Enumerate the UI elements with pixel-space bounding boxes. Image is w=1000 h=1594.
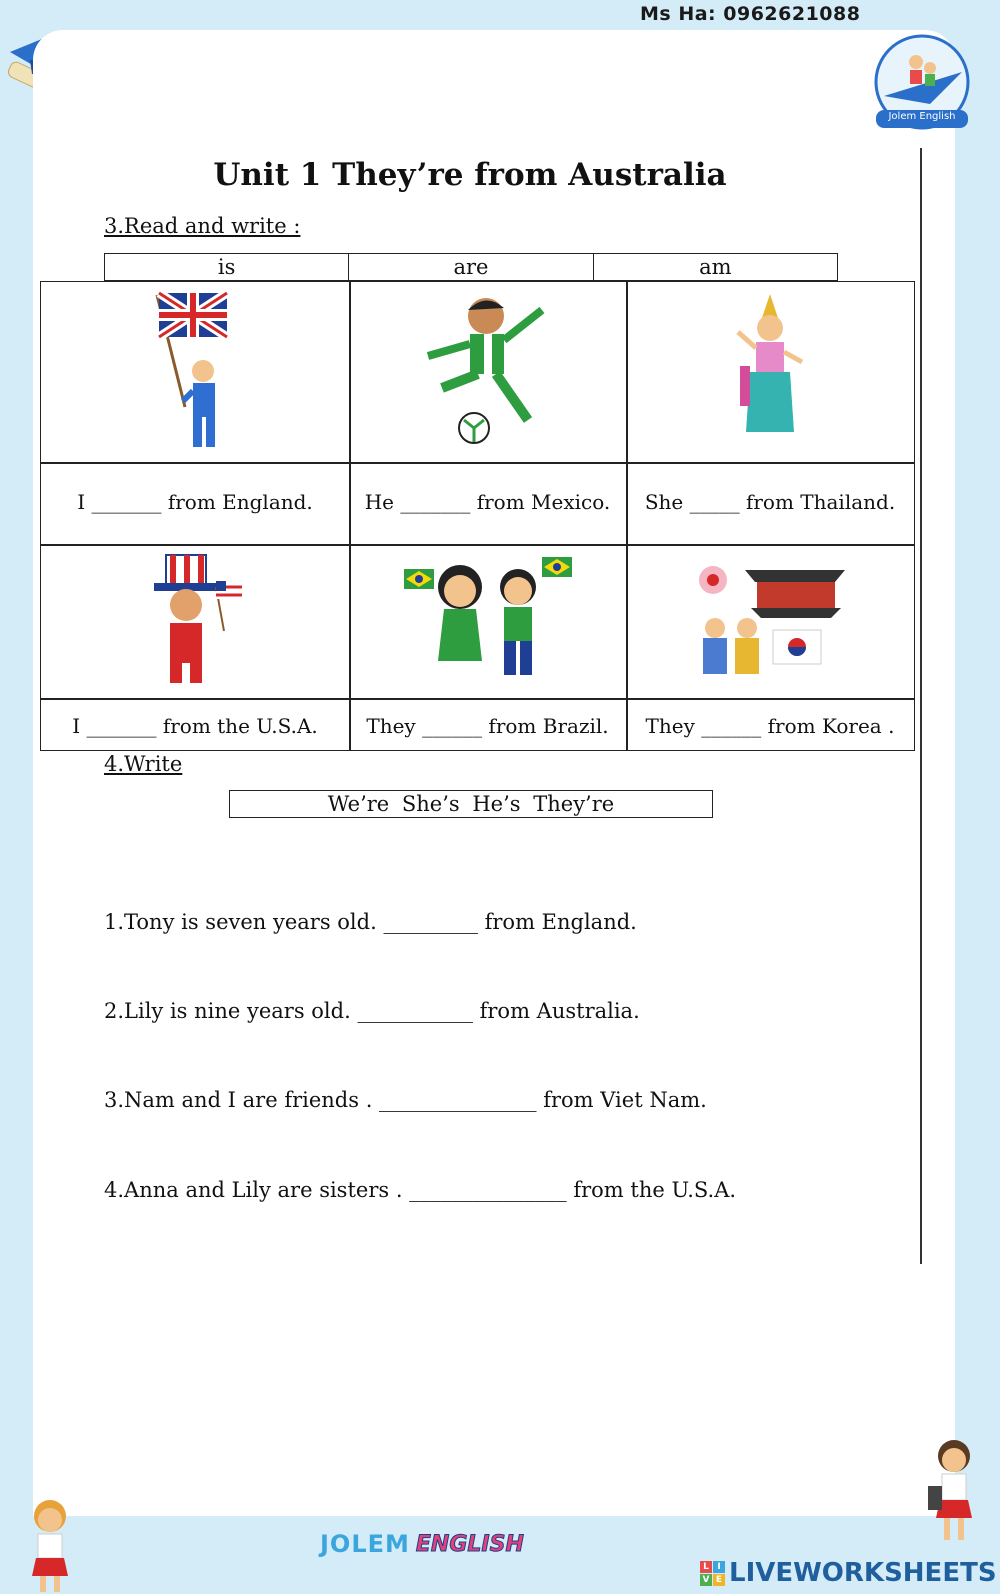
- question-4[interactable]: 4.Anna and Lily are sisters . _______________ from the U.S.A.: [104, 1178, 737, 1202]
- question-2[interactable]: 2.Lily is nine years old. ___________ from Australia.: [104, 999, 640, 1023]
- liveworksheets-logo-icon: [700, 1561, 725, 1586]
- word-bank: [104, 253, 838, 281]
- liveworksheets-brand[interactable]: [700, 1558, 997, 1588]
- mexican-soccer-boy-icon: [349, 282, 626, 462]
- brand-jolem-text: JOLEM: [320, 1530, 410, 1558]
- uncle-sam-boy-icon: [41, 544, 349, 698]
- logo-tile: L: [700, 1561, 712, 1573]
- row-divider: [41, 462, 914, 464]
- schoolgirl-left-icon: [18, 1496, 84, 1594]
- sentence-usa[interactable]: I _______ from the U.S.A.: [72, 714, 318, 738]
- question-3[interactable]: 3.Nam and I are friends . _______________ from Viet Nam.: [104, 1088, 707, 1112]
- boy-uk-flag-icon: [41, 282, 349, 462]
- brand-english-text: ENGLISH: [415, 1531, 524, 1557]
- word-bank-item: am: [593, 254, 837, 280]
- page-border-line: [920, 148, 922, 1264]
- logo-tile: E: [713, 1574, 725, 1586]
- question-1[interactable]: 1.Tony is seven years old. _________ from England.: [104, 910, 637, 934]
- sentence-mexico[interactable]: He _______ from Mexico.: [364, 490, 611, 514]
- sentence-brazil[interactable]: They ______ from Brazil.: [366, 714, 609, 738]
- liveworksheets-text: LIVEWORKSHEETS: [729, 1558, 997, 1588]
- logo-tile: V: [700, 1574, 712, 1586]
- word-bank-item: are: [348, 254, 592, 280]
- contact-phone: Ms Ha: 0962621088: [640, 3, 861, 25]
- logo-tile: I: [713, 1561, 725, 1573]
- pronoun-options-box: We’re She’s He’s They’re: [229, 790, 713, 818]
- sentence-england[interactable]: I _______ from England.: [77, 490, 313, 514]
- sentence-thailand[interactable]: She _____ from Thailand.: [644, 490, 896, 514]
- section4-heading: 4.Write: [104, 752, 183, 776]
- sentence-korea[interactable]: They ______ from Korea .: [645, 714, 895, 738]
- korea-palace-kids-icon: [626, 544, 914, 698]
- brazil-kids-icon: [349, 544, 626, 698]
- jolem-english-brand: [320, 1530, 524, 1558]
- word-bank-item: is: [217, 255, 236, 279]
- row-divider: [41, 698, 914, 700]
- thai-dancer-girl-icon: [626, 282, 914, 462]
- page-title: Unit 1 They’re from Australia: [213, 157, 727, 193]
- schoolgirl-right-icon: [920, 1436, 990, 1546]
- section3-heading: 3.Read and write :: [104, 214, 301, 238]
- read-write-table: [40, 281, 915, 751]
- logo-text: Jolem English: [888, 111, 956, 122]
